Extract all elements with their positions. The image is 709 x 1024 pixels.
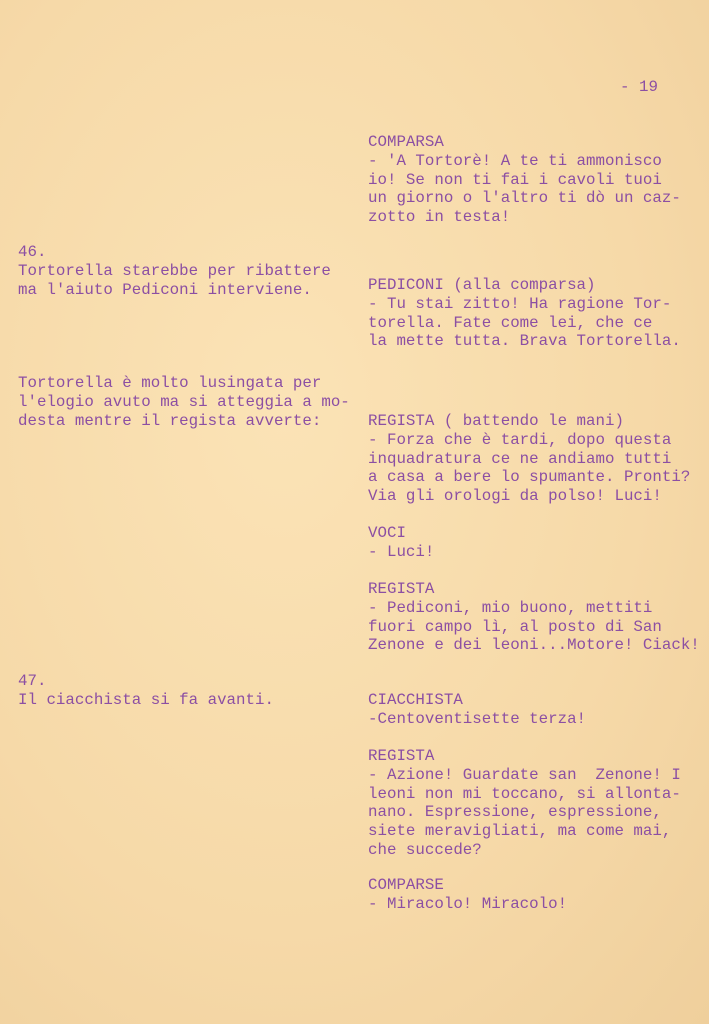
text-line: a casa a bere lo spumante. Pronti? [368, 468, 691, 487]
text-line: 46. [18, 243, 47, 261]
text-line: COMPARSA [368, 133, 444, 151]
text-line: -Centoventisette terza! [368, 709, 587, 728]
text-line: la mette tutta. Brava Tortorella. [368, 332, 681, 351]
text-line: un giorno o l'altro ti dò un caz- [368, 189, 681, 208]
dialogue-voci [368, 524, 434, 562]
text-line: - 'A Tortorè! A te ti ammonisco [368, 151, 662, 170]
text-line: che succede? [368, 840, 482, 859]
text-line: VOCI [368, 524, 406, 542]
text-line: - Luci! [368, 542, 435, 561]
text-line: torella. Fate come lei, che ce [368, 313, 653, 332]
text-line: - Tu stai zitto! Ha ragione Tor- [368, 294, 672, 313]
text-line: fuori campo lì, al posto di San [368, 617, 662, 636]
text-line: REGISTA ( battendo le mani) [368, 412, 624, 430]
text-line: Tortorella starebbe per ribattere [18, 261, 331, 280]
text-line: io! Se non ti fai i cavoli tuoi [368, 170, 662, 189]
text-line: inquadratura ce ne andiamo tutti [368, 449, 672, 468]
page-number: - 19 [620, 78, 658, 96]
dialogue-regista-3 [368, 747, 681, 860]
text-line: siete meravigliati, ma come mai, [368, 822, 672, 841]
dialogue-pediconi [368, 276, 681, 351]
text-line: Zenone e dei leoni...Motore! Ciack! [368, 636, 700, 655]
text-line: Il ciacchista si fa avanti. [18, 690, 274, 709]
text-line: CIACCHISTA [368, 691, 463, 709]
text-line: 47. [18, 672, 47, 690]
scene-47-direction [18, 672, 274, 710]
text-line: PEDICONI (alla comparsa) [368, 276, 596, 294]
text-line: REGISTA [368, 580, 435, 598]
text-line: - Miracolo! Miracolo! [368, 894, 568, 913]
text-line: - Azione! Guardate san Zenone! I [368, 765, 681, 784]
dialogue-regista-2 [368, 580, 700, 655]
stage-direction [18, 374, 350, 430]
scene-46-direction [18, 243, 331, 299]
text-line: - Forza che è tardi, dopo questa [368, 430, 672, 449]
dialogue-ciacchista [368, 691, 586, 729]
dialogue-comparsa [368, 133, 681, 227]
text-line: leoni non mi toccano, si allonta- [368, 784, 681, 803]
text-line: REGISTA [368, 747, 435, 765]
text-line: COMPARSE [368, 876, 444, 894]
text-line: l'elogio avuto ma si atteggia a mo- [18, 392, 350, 411]
text-line: desta mentre il regista avverte: [18, 411, 322, 430]
dialogue-comparse [368, 876, 567, 914]
text-line: zotto in testa! [368, 208, 511, 227]
text-line: Via gli orologi da polso! Luci! [368, 487, 662, 506]
text-line: - Pediconi, mio buono, mettiti [368, 598, 653, 617]
text-line: Tortorella è molto lusingata per [18, 374, 322, 392]
text-line: nano. Espressione, espressione, [368, 803, 662, 822]
dialogue-regista-1 [368, 412, 690, 506]
text-line: ma l'aiuto Pediconi interviene. [18, 280, 312, 299]
